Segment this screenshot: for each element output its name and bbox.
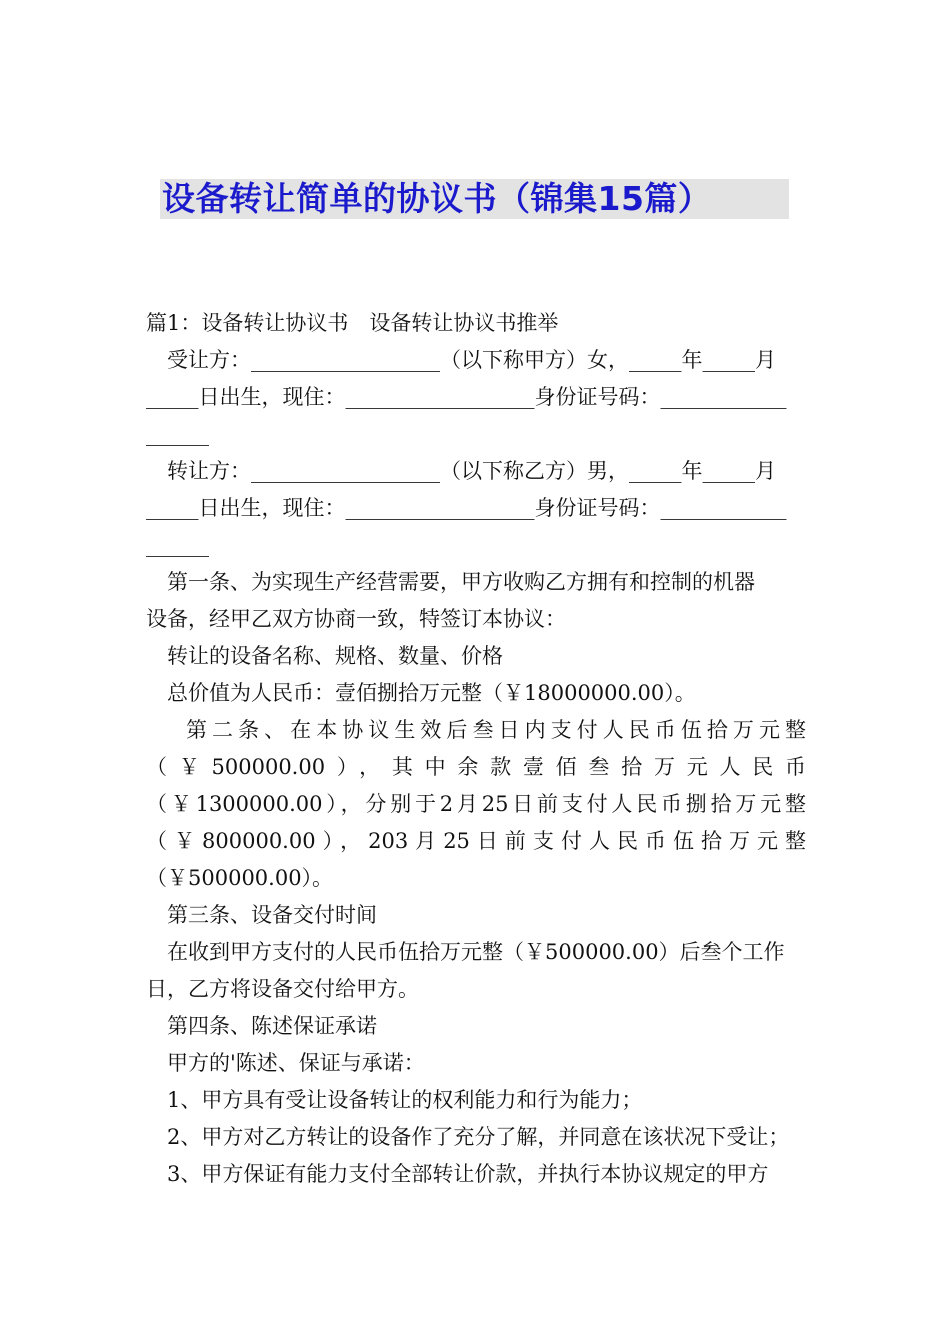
body-line: 转让的设备名称、规格、数量、价格 [167,644,503,668]
body-line: 受让方：__________________（以下称甲方）女，_____年_____月 [167,348,776,372]
body-line: 在收到甲方支付的人民币伍拾万元整（￥500000.00）后叁个工作 [167,940,785,964]
body-line: ______ [146,422,209,446]
document-title: 设备转让简单的协议书（锦集15篇） [162,179,712,218]
body-line: 总价值为人民币：壹佰捌拾万元整（￥18000000.00）。 [167,681,696,705]
body-line: 设备，经甲乙双方协商一致，特签订本协议： [146,607,566,631]
body-line: 第二条、在本协议生效后叁日内支付人民币伍拾万元整 [186,718,806,742]
body-line: （￥800000.00），203月25日前支付人民币伍拾万元整 [146,829,806,853]
body-line: 第四条、陈述保证承诺 [167,1014,377,1038]
body-line: 第一条、为实现生产经营需要，甲方收购乙方拥有和控制的机器 [167,570,755,594]
body-line: （￥500000.00），其中余款壹佰叁拾万元人民币 [146,755,806,779]
list-item: 1、甲方具有受让设备转让的权利能力和行为能力； [167,1088,643,1112]
body-line: _____日出生，现住：__________________身份证号码：____________ [146,385,787,409]
body-line: 转让方：__________________（以下称乙方）男，_____年_____月 [167,459,776,483]
article-heading: 篇1：设备转让协议书 设备转让协议书推举 [146,311,559,335]
body-line: ______ [146,533,209,557]
list-item: 2、甲方对乙方转让的设备作了充分了解，并同意在该状况下受让； [167,1125,790,1149]
body-line: （￥1300000.00），分别于2月25日前支付人民币捌拾万元整 [146,792,806,816]
body-line: 日，乙方将设备交付给甲方。 [146,977,419,1001]
list-item: 3、甲方保证有能力支付全部转让价款，并执行本协议规定的甲方 [167,1162,769,1186]
body-line: （￥500000.00）。 [146,866,334,890]
body-line: 第三条、设备交付时间 [167,903,377,927]
body-line: _____日出生，现住：__________________身份证号码：____________ [146,496,787,520]
body-line: 甲方的'陈述、保证与承诺： [167,1051,425,1075]
document-body [146,305,806,1193]
